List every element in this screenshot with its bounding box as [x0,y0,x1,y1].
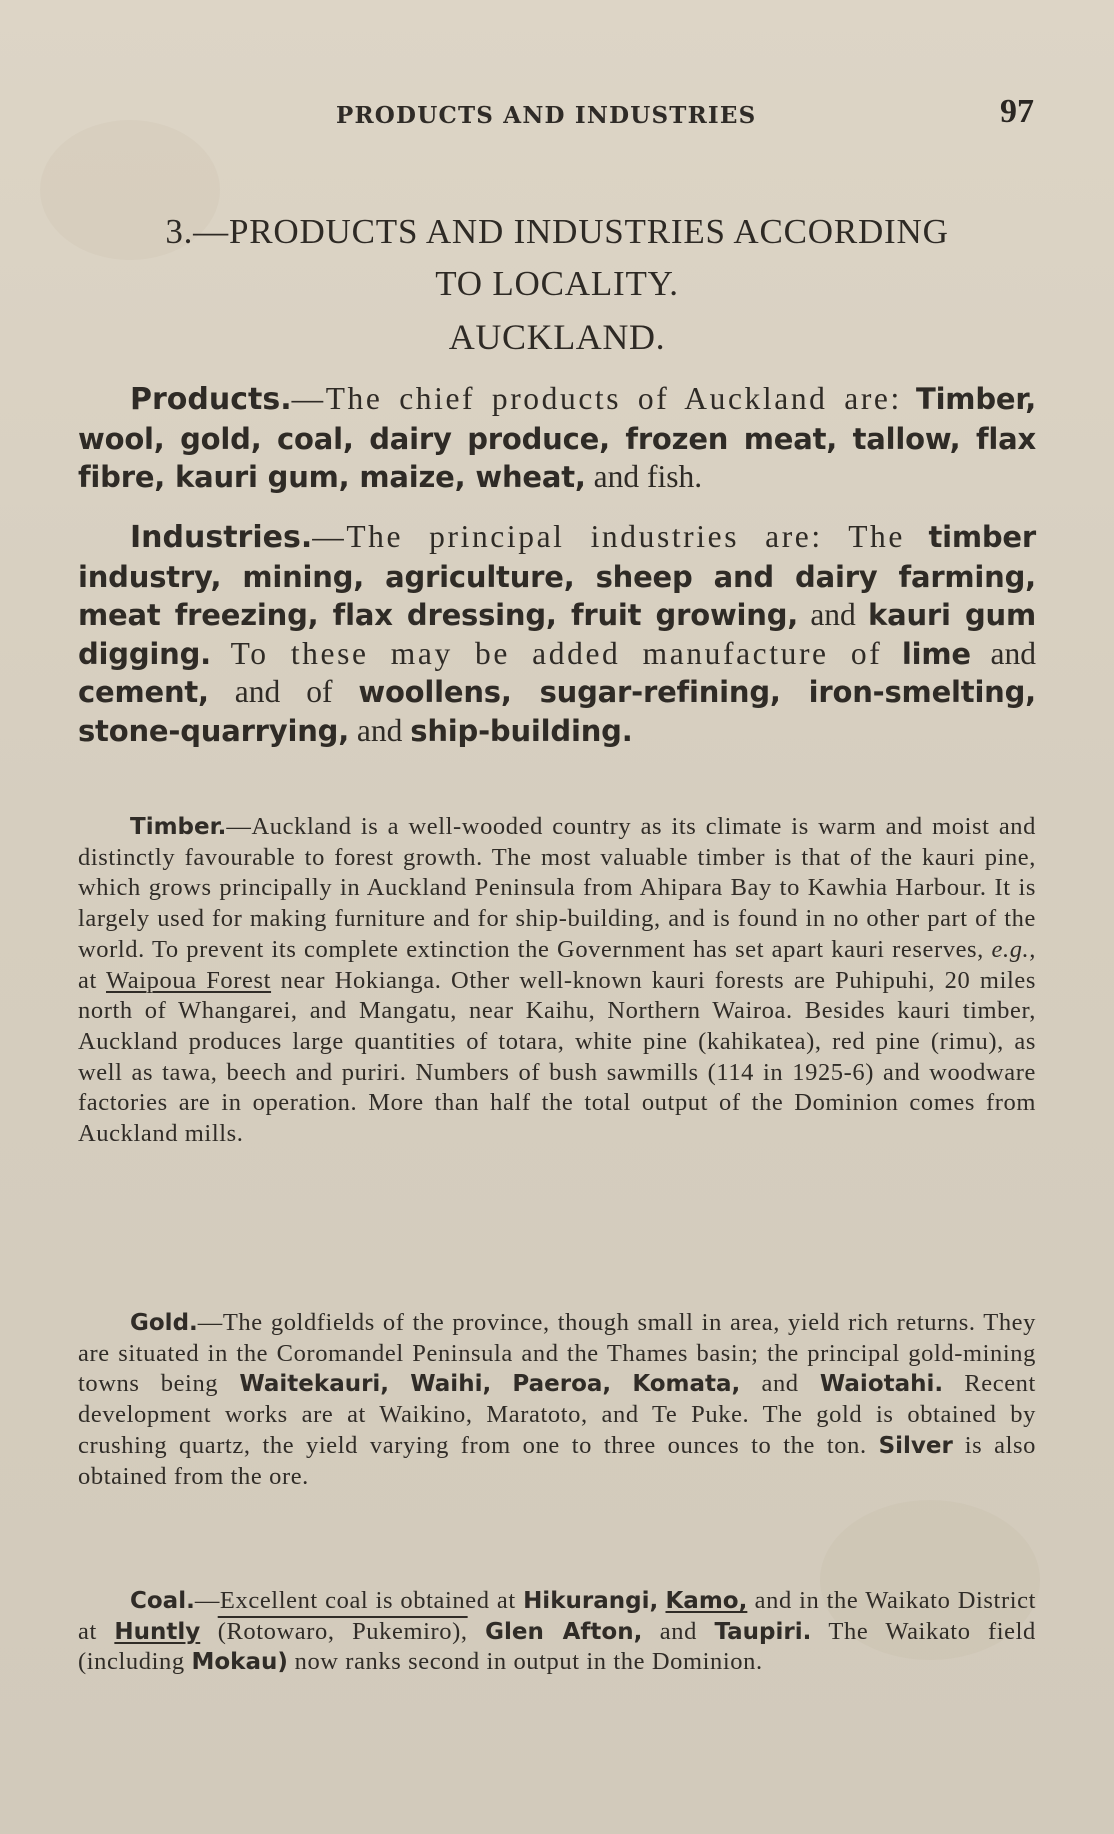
chapter-title-line-2: TO LOCALITY. [435,264,679,303]
chapter-title-line-1: 3.—PRODUCTS AND INDUSTRIES ACCORDING [165,212,949,251]
coal-text: (Rotowaro, Pukemiro), [217,1617,468,1645]
coal-place: Taupiri. [714,1618,812,1645]
industries-text: and [810,597,856,632]
gold-paragraph [78,1308,1036,1492]
coal-place: Glen Afton, [485,1618,643,1645]
page-number: 97 [1000,93,1034,130]
products-heading: Products. [130,382,292,417]
coal-heading: Coal. [130,1588,195,1614]
industries-paragraph [78,518,1036,750]
coal-text: and [659,1617,697,1645]
gold-text: Recent development works are at Waikino, Maratoto, and Te Puke. The gold is obtained by crushing quartz, the yield varying from one to three ounces to the ton. [78,1370,1036,1459]
timber-text: at [78,966,97,994]
industries-text: and [356,712,403,748]
products-tail: and fish. [593,459,703,494]
industries-text: and [990,635,1036,671]
chapter-title [78,206,1036,310]
gold-town: Waitekauri, [239,1371,390,1398]
gold-text: —The goldfields of the province, though small in area, yield rich returns. They are situated in the Coromandel Peninsula and the Thames basin; the principal gold-mining towns being [78,1309,1036,1398]
industries-term: cement, [78,675,209,709]
timber-heading: Timber. [130,814,227,840]
industries-term: lime [901,636,971,671]
industries-heading: Industries. [130,520,313,555]
industries-list-1: timber industry, mining, agriculture, sheep and dairy farming, meat freezing, flax dressing, fruit growing, [78,520,1036,632]
industries-text: To these may be added manufacture of [230,635,883,671]
coal-place: Huntly [114,1618,201,1645]
timber-text: —Auckland is a well-wooded country as its climate is warm and moist and distinctly favourable to forest growth. The most valuable timber is that of the kauri pine, which grows principally in Auckland Peninsula from Ahipara Bay to Kawhia Harbour. It is largely used for making furniture and for ship-building, and is found in no other part of the world. To prevent its complete extinction the Government has set apart kauri reserves, [78,813,1036,963]
industries-term: ship-building. [410,713,633,748]
industries-term: woollens, sugar-refining, iron-smelting, stone-quarrying, [78,675,1037,748]
timber-paragraph [78,812,1036,1150]
gold-town: Waihi, [410,1371,492,1398]
gold-town: Paeroa, [512,1371,612,1398]
coal-text: and in the Waikato District at [78,1587,1037,1645]
products-paragraph [78,380,1036,497]
running-header [78,94,1036,134]
gold-heading: Gold. [130,1310,198,1336]
industries-text: and of [234,674,333,709]
gold-silver: Silver [878,1432,953,1459]
industries-term: kauri gum digging. [78,598,1037,671]
products-list: Timber, wool, gold, coal, dairy produce, frozen meat, tallow, flax fibre, kauri gum, maize, wheat, [78,382,1037,494]
timber-text: near Hokianga. Other well-known kauri forests are Puhipuhi, 20 miles north of Whangarei, and Mangatu, near Kaihu, Northern Wairoa. Besides kauri timber, Auckland produces large quantities of totara, white pine (kahikatea), red pine (rimu), as well as tawa, beech and puriri. Numbers of bush sawmills (114 in 1925-6) and woodware factories are in operation. More than half the total output of the Dominion comes from Auckland mills. [78,966,1036,1148]
coal-text: —Excellent coal is obtained at [194,1587,516,1614]
underlined-place: Waipoua Forest [106,966,272,994]
coal-place: Kamo, [665,1588,748,1614]
coal-paragraph [78,1586,1036,1678]
gold-text: and [761,1370,799,1398]
gold-town: Waiotahi. [819,1371,944,1398]
section-title: AUCKLAND. [448,317,666,357]
coal-text: The Waikato field (including [78,1617,1036,1676]
industries-intro: —The principal industries are: The [312,519,905,554]
coal-place: Hikurangi, [523,1588,659,1614]
coal-text: now ranks second in output in the Dominion. [294,1648,763,1676]
running-title: PRODUCTS AND INDUSTRIES [336,102,757,129]
coal-place: Mokau) [191,1649,288,1676]
eg-abbrev: e.g., [991,935,1036,963]
products-intro: —The chief products of Auckland are: [291,381,902,416]
gold-town: Komata, [632,1371,741,1398]
gold-text: is also obtained from the ore. [78,1431,1037,1490]
